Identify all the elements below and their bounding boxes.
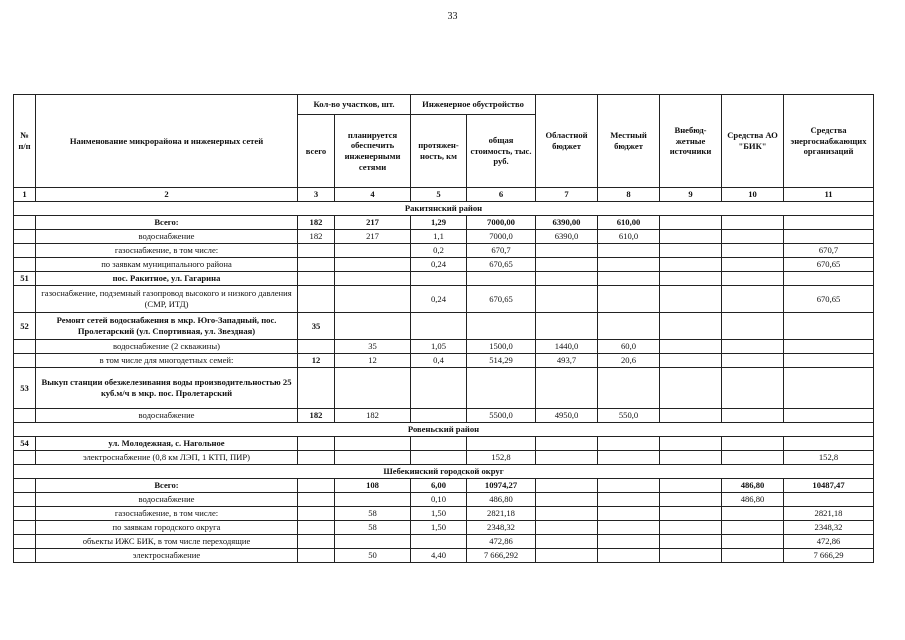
cell-c5: 4,40 — [411, 549, 467, 563]
cell-c3: 182 — [298, 216, 335, 230]
cell-c10 — [722, 258, 784, 272]
row-name: газоснабжение, в том числе: — [36, 244, 298, 258]
cell-c5: 1,29 — [411, 216, 467, 230]
table-row — [14, 258, 874, 272]
row-name: электроснабжение (0,8 км ЛЭП, 1 КТП, ПИР) — [36, 451, 298, 465]
col-index: 9 — [660, 188, 722, 202]
section-row — [14, 465, 874, 479]
cell-c10 — [722, 535, 784, 549]
cell-c3 — [298, 368, 335, 409]
cell-c8 — [598, 258, 660, 272]
cell-c4: 35 — [335, 340, 411, 354]
table-row — [14, 286, 874, 313]
table-body — [14, 202, 874, 563]
cell-c11 — [784, 368, 874, 409]
header-cost: общая стоимость, тыс. руб. — [467, 115, 536, 188]
row-name: пос. Ракитное, ул. Гагарина — [36, 272, 298, 286]
row-name: в том числе для многодетных семей: — [36, 354, 298, 368]
row-name: газоснабжение, подземный газопровод высокого и низкого давления (СМР, ИТД) — [36, 286, 298, 313]
cell-c5 — [411, 368, 467, 409]
cell-c10 — [722, 286, 784, 313]
cell-c8: 60,0 — [598, 340, 660, 354]
cell-c4 — [335, 244, 411, 258]
cell-c9 — [660, 230, 722, 244]
cell-c8 — [598, 521, 660, 535]
cell-c3 — [298, 286, 335, 313]
cell-c4: 217 — [335, 216, 411, 230]
cell-c5: 1,1 — [411, 230, 467, 244]
row-number — [14, 286, 36, 313]
cell-c3 — [298, 479, 335, 493]
header-extrabudgetary: Внебюд-жетные источники — [660, 95, 722, 188]
table-row — [14, 340, 874, 354]
row-name: электроснабжение — [36, 549, 298, 563]
cell-c4 — [335, 258, 411, 272]
cell-c6: 7 666,292 — [467, 549, 536, 563]
cell-c11 — [784, 272, 874, 286]
row-number — [14, 521, 36, 535]
cell-c6: 486,80 — [467, 493, 536, 507]
cell-c6: 5500,0 — [467, 409, 536, 423]
cell-c11 — [784, 354, 874, 368]
cell-c5: 0,24 — [411, 258, 467, 272]
header-engineering-group: Инженерное обустройство — [411, 95, 536, 115]
table-row — [14, 313, 874, 340]
cell-c3 — [298, 535, 335, 549]
cell-c10 — [722, 354, 784, 368]
cell-c7 — [536, 286, 598, 313]
cell-c10 — [722, 313, 784, 340]
table-row — [14, 507, 874, 521]
row-name: Ремонт сетей водоснабжения в мкр. Юго-Западный, пос. Пролетарский (ул. Спортивная, ул. Звездная) — [36, 313, 298, 340]
table-row — [14, 409, 874, 423]
row-name: объекты ИЖС БИК, в том числе переходящие — [36, 535, 298, 549]
cell-c6: 2348,32 — [467, 521, 536, 535]
cell-c7: 6390,0 — [536, 230, 598, 244]
cell-c11: 670,7 — [784, 244, 874, 258]
cell-c8 — [598, 451, 660, 465]
cell-c11 — [784, 216, 874, 230]
header-length: протяжен-ность, км — [411, 115, 467, 188]
cell-c8: 610,00 — [598, 216, 660, 230]
cell-c8 — [598, 507, 660, 521]
investment-table — [13, 94, 874, 563]
cell-c9 — [660, 479, 722, 493]
cell-c9 — [660, 216, 722, 230]
cell-c4 — [335, 286, 411, 313]
header-local-budget: Местный бюджет — [598, 95, 660, 188]
cell-c11: 670,65 — [784, 286, 874, 313]
cell-c9 — [660, 409, 722, 423]
cell-c8 — [598, 244, 660, 258]
cell-c5 — [411, 272, 467, 286]
table-row — [14, 368, 874, 409]
cell-c3 — [298, 244, 335, 258]
cell-c9 — [660, 493, 722, 507]
cell-c3 — [298, 451, 335, 465]
cell-c6 — [467, 368, 536, 409]
cell-c9 — [660, 258, 722, 272]
row-number — [14, 493, 36, 507]
cell-c9 — [660, 507, 722, 521]
cell-c8: 550,0 — [598, 409, 660, 423]
row-name: ул. Молодежная, с. Нагольное — [36, 437, 298, 451]
cell-c10 — [722, 230, 784, 244]
cell-c7 — [536, 549, 598, 563]
cell-c7 — [536, 258, 598, 272]
cell-c5: 0,2 — [411, 244, 467, 258]
cell-c4 — [335, 535, 411, 549]
col-index: 7 — [536, 188, 598, 202]
cell-c5: 0,4 — [411, 354, 467, 368]
col-index: 4 — [335, 188, 411, 202]
section-title: Шебекинский городской округ — [14, 465, 874, 479]
table-row — [14, 244, 874, 258]
row-name: водоснабжение — [36, 493, 298, 507]
cell-c10 — [722, 244, 784, 258]
row-number — [14, 244, 36, 258]
table-row — [14, 451, 874, 465]
table-row — [14, 493, 874, 507]
cell-c8: 20,6 — [598, 354, 660, 368]
table-row — [14, 535, 874, 549]
cell-c9 — [660, 354, 722, 368]
cell-c7 — [536, 535, 598, 549]
cell-c3 — [298, 507, 335, 521]
page-number: 33 — [447, 11, 458, 22]
cell-c7 — [536, 272, 598, 286]
cell-c7: 6390,00 — [536, 216, 598, 230]
cell-c9 — [660, 340, 722, 354]
cell-c10 — [722, 451, 784, 465]
cell-c6: 2821,18 — [467, 507, 536, 521]
cell-c6: 670,65 — [467, 258, 536, 272]
cell-c6: 10974,27 — [467, 479, 536, 493]
cell-c11: 2821,18 — [784, 507, 874, 521]
cell-c10 — [722, 437, 784, 451]
cell-c3: 182 — [298, 409, 335, 423]
cell-c8 — [598, 368, 660, 409]
col-index: 5 — [411, 188, 467, 202]
col-index: 8 — [598, 188, 660, 202]
header-bik-funds: Средства АО "БИК" — [722, 95, 784, 188]
row-name: Всего: — [36, 216, 298, 230]
section-row — [14, 202, 874, 216]
cell-c7 — [536, 437, 598, 451]
col-index: 1 — [14, 188, 36, 202]
cell-c10 — [722, 549, 784, 563]
row-name: Выкуп станции обезжелезивания воды производительностью 25 куб.м/ч в мкр. пос. Пролетарский — [36, 368, 298, 409]
header-energy-funds: Средства энергоснабжающих организаций — [784, 95, 874, 188]
row-number: 51 — [14, 272, 36, 286]
cell-c7 — [536, 313, 598, 340]
cell-c7 — [536, 368, 598, 409]
table-row — [14, 479, 874, 493]
cell-c7: 4950,0 — [536, 409, 598, 423]
cell-c6: 472,86 — [467, 535, 536, 549]
header-name: Наименование микрорайона и инженерных сетей — [36, 95, 298, 188]
cell-c6: 7000,00 — [467, 216, 536, 230]
row-number — [14, 535, 36, 549]
cell-c6: 7000,0 — [467, 230, 536, 244]
table-row — [14, 272, 874, 286]
row-number — [14, 340, 36, 354]
header-num: № п/п — [14, 95, 36, 188]
row-name: по заявкам муниципального района — [36, 258, 298, 272]
cell-c7 — [536, 507, 598, 521]
cell-c10 — [722, 521, 784, 535]
section-title: Ровеньский район — [14, 423, 874, 437]
cell-c9 — [660, 272, 722, 286]
cell-c7 — [536, 244, 598, 258]
cell-c6: 514,29 — [467, 354, 536, 368]
cell-c10 — [722, 216, 784, 230]
header-plots-group: Кол-во участков, шт. — [298, 95, 411, 115]
cell-c4: 12 — [335, 354, 411, 368]
cell-c11: 670,65 — [784, 258, 874, 272]
cell-c4 — [335, 451, 411, 465]
cell-c4 — [335, 272, 411, 286]
section-row — [14, 423, 874, 437]
row-number: 53 — [14, 368, 36, 409]
cell-c8 — [598, 493, 660, 507]
cell-c9 — [660, 313, 722, 340]
row-number — [14, 451, 36, 465]
cell-c8 — [598, 272, 660, 286]
cell-c10 — [722, 507, 784, 521]
cell-c7 — [536, 451, 598, 465]
cell-c9 — [660, 368, 722, 409]
table-row — [14, 549, 874, 563]
table-row — [14, 216, 874, 230]
cell-c6: 670,7 — [467, 244, 536, 258]
cell-c9 — [660, 244, 722, 258]
cell-c4: 182 — [335, 409, 411, 423]
cell-c10: 486,80 — [722, 493, 784, 507]
cell-c3: 12 — [298, 354, 335, 368]
row-number — [14, 354, 36, 368]
cell-c6: 1500,0 — [467, 340, 536, 354]
row-name: водоснабжение — [36, 230, 298, 244]
cell-c3 — [298, 493, 335, 507]
cell-c3 — [298, 549, 335, 563]
cell-c4: 108 — [335, 479, 411, 493]
col-index: 3 — [298, 188, 335, 202]
cell-c5: 1,05 — [411, 340, 467, 354]
cell-c9 — [660, 549, 722, 563]
cell-c5 — [411, 535, 467, 549]
header-plots-total: всего — [298, 115, 335, 188]
cell-c4: 217 — [335, 230, 411, 244]
cell-c7: 493,7 — [536, 354, 598, 368]
row-number — [14, 216, 36, 230]
cell-c5: 1,50 — [411, 521, 467, 535]
cell-c6 — [467, 272, 536, 286]
cell-c3 — [298, 258, 335, 272]
header-plots-planned: планируется обеспечить инженерными сетями — [335, 115, 411, 188]
cell-c11: 2348,32 — [784, 521, 874, 535]
cell-c4 — [335, 368, 411, 409]
row-number — [14, 507, 36, 521]
row-number — [14, 479, 36, 493]
cell-c9 — [660, 521, 722, 535]
cell-c8: 610,0 — [598, 230, 660, 244]
cell-c3 — [298, 521, 335, 535]
cell-c5 — [411, 313, 467, 340]
row-number — [14, 258, 36, 272]
cell-c5: 6,00 — [411, 479, 467, 493]
cell-c9 — [660, 451, 722, 465]
cell-c4 — [335, 493, 411, 507]
row-number — [14, 409, 36, 423]
table-row — [14, 437, 874, 451]
cell-c11 — [784, 493, 874, 507]
cell-c5 — [411, 409, 467, 423]
cell-c11 — [784, 340, 874, 354]
cell-c10 — [722, 340, 784, 354]
cell-c5: 0,10 — [411, 493, 467, 507]
table-row — [14, 354, 874, 368]
cell-c4: 58 — [335, 507, 411, 521]
cell-c3 — [298, 340, 335, 354]
row-name: по заявкам городского округа — [36, 521, 298, 535]
cell-c11 — [784, 409, 874, 423]
row-number — [14, 549, 36, 563]
row-name: водоснабжение (2 скважины) — [36, 340, 298, 354]
row-name: Всего: — [36, 479, 298, 493]
cell-c6: 152,8 — [467, 451, 536, 465]
cell-c9 — [660, 535, 722, 549]
header-regional-budget: Областной бюджет — [536, 95, 598, 188]
cell-c9 — [660, 286, 722, 313]
cell-c6: 670,65 — [467, 286, 536, 313]
row-number — [14, 230, 36, 244]
cell-c11: 7 666,29 — [784, 549, 874, 563]
cell-c6 — [467, 437, 536, 451]
col-index: 2 — [36, 188, 298, 202]
row-number: 52 — [14, 313, 36, 340]
cell-c8 — [598, 549, 660, 563]
cell-c11 — [784, 437, 874, 451]
cell-c7 — [536, 521, 598, 535]
col-index: 10 — [722, 188, 784, 202]
cell-c11 — [784, 230, 874, 244]
column-index-row — [14, 188, 874, 202]
cell-c8 — [598, 535, 660, 549]
cell-c6 — [467, 313, 536, 340]
cell-c8 — [598, 286, 660, 313]
cell-c10 — [722, 409, 784, 423]
cell-c4: 50 — [335, 549, 411, 563]
cell-c3 — [298, 437, 335, 451]
cell-c11 — [784, 313, 874, 340]
cell-c3: 182 — [298, 230, 335, 244]
cell-c9 — [660, 437, 722, 451]
table-row — [14, 230, 874, 244]
cell-c10 — [722, 272, 784, 286]
row-name: водоснабжение — [36, 409, 298, 423]
cell-c8 — [598, 437, 660, 451]
cell-c5: 1,50 — [411, 507, 467, 521]
cell-c4 — [335, 437, 411, 451]
col-index: 11 — [784, 188, 874, 202]
cell-c10 — [722, 368, 784, 409]
cell-c8 — [598, 479, 660, 493]
row-number: 54 — [14, 437, 36, 451]
row-name: газоснабжение, в том числе: — [36, 507, 298, 521]
cell-c5: 0,24 — [411, 286, 467, 313]
cell-c4 — [335, 313, 411, 340]
col-index: 6 — [467, 188, 536, 202]
cell-c3 — [298, 272, 335, 286]
cell-c8 — [598, 313, 660, 340]
cell-c5 — [411, 437, 467, 451]
cell-c7 — [536, 493, 598, 507]
cell-c7 — [536, 479, 598, 493]
section-title: Ракитянский район — [14, 202, 874, 216]
cell-c11: 472,86 — [784, 535, 874, 549]
cell-c10: 486,80 — [722, 479, 784, 493]
cell-c11: 10487,47 — [784, 479, 874, 493]
cell-c3: 35 — [298, 313, 335, 340]
table-row — [14, 521, 874, 535]
cell-c11: 152,8 — [784, 451, 874, 465]
cell-c4: 58 — [335, 521, 411, 535]
cell-c7: 1440,0 — [536, 340, 598, 354]
cell-c5 — [411, 451, 467, 465]
